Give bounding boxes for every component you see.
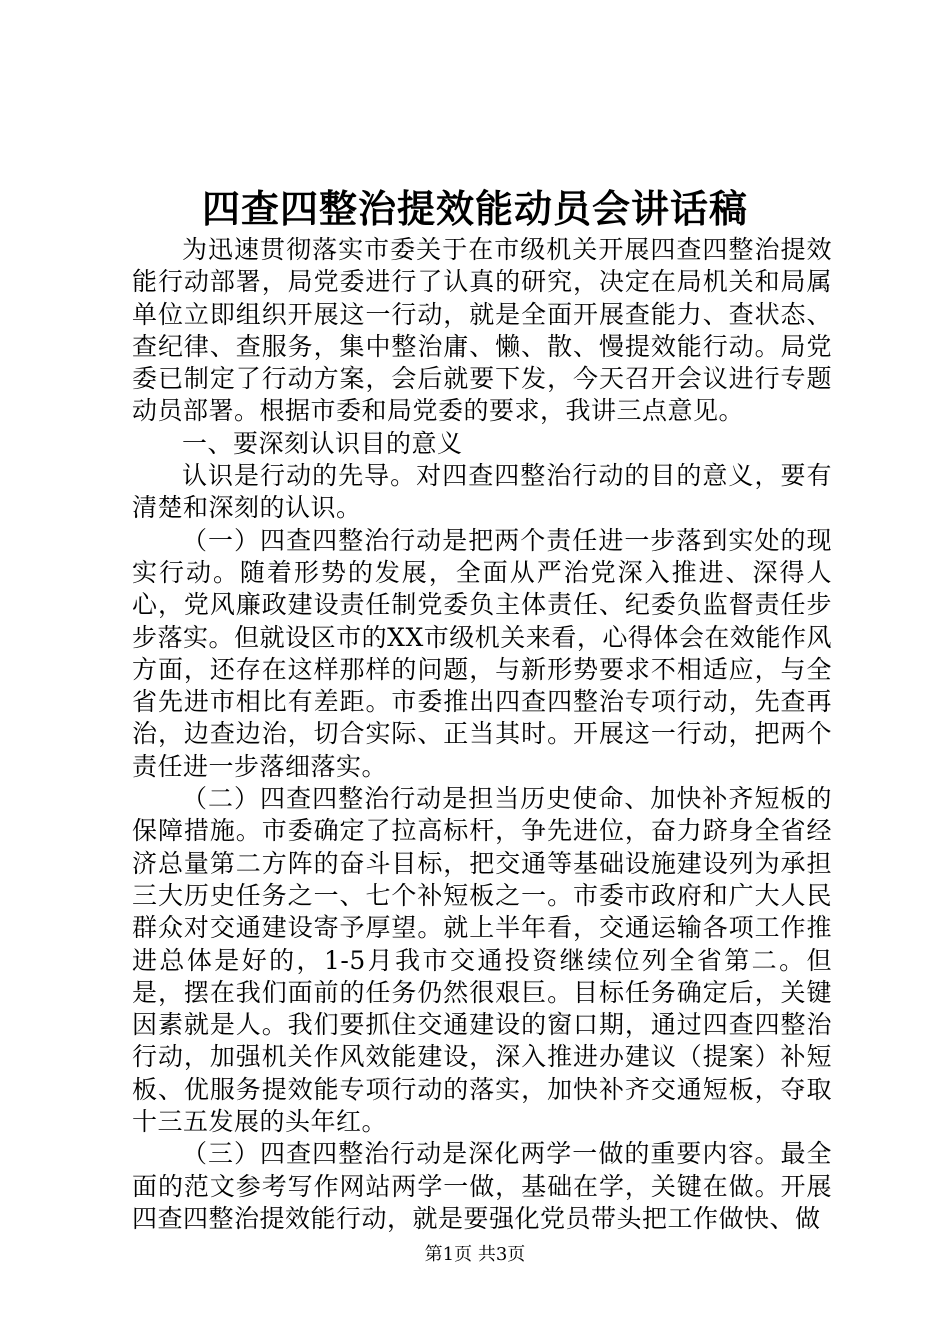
page-number-footer: 第1页 共3页 bbox=[424, 1244, 526, 1265]
paragraph-point-2: （二）四查四整治行动是担当历史使命、加快补齐短板的保障措施。市委确定了拉高标杆，争先进位，奋力跻身全省经济总量第二方阵的奋斗目标，把交通等基础设施建设列为承担三大历史任务之一、七个补短板之一。市委市政府和广大人民群众对交通建设寄予厚望。就上半年看，交通运输各项工作推进总体是好的，1-5月我市交通投资继续位列全省第二。但是，摆在我们面前的任务仍然很艰巨。目标任务确定后，关键因素就是人。我们要抓住交通建设的窗口期，通过四查四整治行动，加强机关作风效能建设，深入推进办建议（提案）补短板、优服务提效能专项行动的落实，加快补齐交通短板，夺取十三五发展的头年红。 bbox=[132, 784, 832, 1137]
section-heading-1: 一、要深刻认识目的意义 bbox=[182, 428, 463, 458]
paragraph-point-1: （一）四查四整治行动是把两个责任进一步落到实处的现实行动。随着形势的发展，全面从严治党深入推进、深得人心，党风廉政建设责任制党委负主体责任、纪委负监督责任步步落实。但就设区市的XX市级机关来看，心得体会在效能作风方面，还存在这样那样的问题，与新形势要求不相适应，与全省先进市相比有差距。市委推出四查四整治专项行动，先查再治，边查边治，切合实际、正当其时。开展这一行动，把两个责任进一步落细落实。 bbox=[132, 525, 832, 781]
paragraph-understanding: 认识是行动的先导。对四查四整治行动的目的意义，要有清楚和深刻的认识。 bbox=[132, 461, 832, 523]
document-body bbox=[132, 234, 832, 1235]
paragraph-point-3: （三）四查四整治行动是深化两学一做的重要内容。最全面的范文参考写作网站两学一做，基础在学，关键在做。开展四查四整治提效能行动，就是要强化党员带头把工作做快、做 bbox=[132, 1139, 832, 1233]
document-title: 四查四整治提效能动员会讲话稿 bbox=[201, 186, 748, 231]
paragraph-intro: 为迅速贯彻落实市委关于在市级机关开展四查四整治提效能行动部署，局党委进行了认真的研究，决定在局机关和局属单位立即组织开展这一行动，就是全面开展查能力、查状态、查纪律、查服务，集中整治庸、懒、散、慢提效能行动。局党委已制定了行动方案，会后就要下发，今天召开会议进行专题动员部署。根据市委和局党委的要求，我讲三点意见。 bbox=[132, 235, 832, 426]
